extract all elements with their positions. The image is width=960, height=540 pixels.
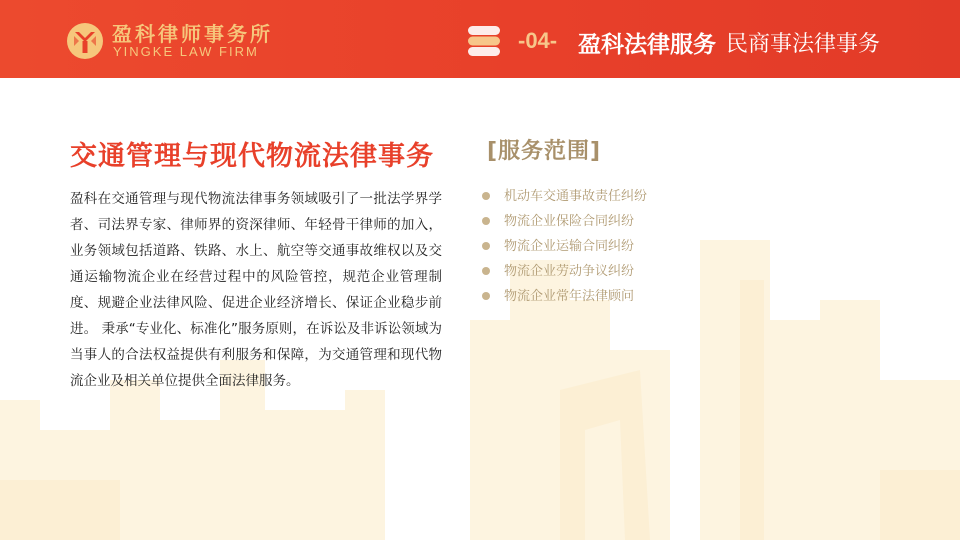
list-item [482,209,647,234]
list-item-label: 物流企业常年法律顾问 [504,289,635,304]
scope-list [482,184,647,309]
header-bar [0,0,960,78]
bullet-dot-icon [482,192,490,200]
section-stack-icon [466,24,502,58]
bullet-dot-icon [482,267,490,275]
section-title: 盈科法律服务 [578,32,716,58]
list-item-label: 机动车交通事故责任纠纷 [504,189,648,204]
section-subtitle: 民商事法律事务 [726,32,881,57]
list-item-label: 物流企业保险合同纠纷 [504,214,635,229]
list-item [482,234,647,259]
list-item-label: 物流企业劳动争议纠纷 [504,264,635,279]
logo-y-icon [66,22,104,60]
scope-heading: [服务范围] [487,139,602,164]
bullet-dot-icon [482,217,490,225]
description-paragraph: 盈科在交通管理与现代物流法律事务领域吸引了一批法学界学者、司法界专家、律师界的资深律师、年轻骨干律师的加入，业务领域包括道路、铁路、水上、航空等交通事故维权以及交通运输物流企业在经营过程中的风险管控，规范企业管理制度、规避企业法律风险、促进企业经济增长、保证企业稳步前进。 秉承“专业化、标准化”服务原则，在诉讼及非诉讼领域为当事人的合法权益提供有利服务和保障，为交通管理和现代物流企业及相关单位提供全面法律服务。 [70,191,442,389]
list-item-label: 物流企业运输合同纠纷 [504,239,635,254]
section-number: -04- [518,28,558,53]
logo-name-en: YINGKE LAW FIRM [113,44,259,59]
list-item [482,284,647,309]
page-title: 交通管理与现代物流法律事务 [70,141,434,172]
bullet-dot-icon [482,242,490,250]
list-item [482,184,647,209]
bullet-dot-icon [482,292,490,300]
logo-name-cn: 盈科律师事务所 [112,22,273,46]
list-item [482,259,647,284]
